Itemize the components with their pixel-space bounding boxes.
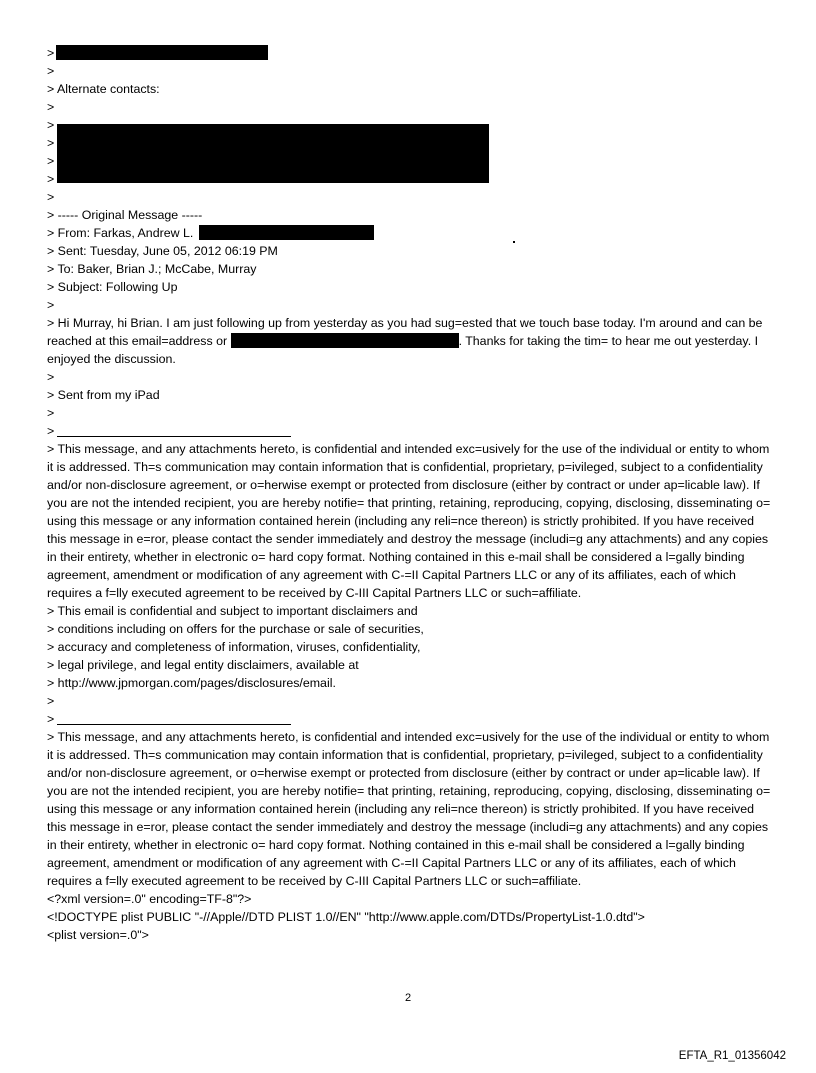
redaction-bar (231, 333, 459, 348)
xml-line: <plist version=.0"> (47, 928, 149, 942)
from-line: > From: Farkas, Andrew L. (47, 224, 775, 242)
quoted-line: > (47, 136, 55, 150)
quoted-line: > (47, 100, 55, 114)
to-line: > To: Baker, Brian J.; McCabe, Murray (47, 262, 257, 276)
separator-line: > (47, 710, 775, 728)
document-id: EFTA_R1_01356042 (678, 1050, 786, 1062)
sent-line: > Sent: Tuesday, June 05, 2012 06:19 PM (47, 244, 278, 258)
quoted-line: > (47, 172, 55, 186)
jpm-disclaimer-line: > legal privilege, and legal entity disclaimers, available at (47, 658, 359, 672)
quoted-line: > (47, 406, 55, 420)
message-text: > Hi Murray, hi Brian. I am just following up from yesterday as you had sug=ested that we touch base today. I'm around and can be reached at this email=address or . Thanks for taking the tim= to hear me out yesterday. I enjoyed the discussion. (47, 316, 763, 366)
jpm-disclaimer-link: > http://www.jpmorgan.com/pages/disclosures/email. (47, 676, 336, 690)
subject-line: > Subject: Following Up (47, 280, 178, 294)
xml-line: <?xml version=.0" encoding=TF-8"?> (47, 892, 252, 906)
quoted-line: > (47, 44, 775, 62)
alternate-contacts-heading: > Alternate contacts: (47, 82, 160, 96)
quoted-line: > (47, 694, 55, 708)
horizontal-rule (57, 724, 291, 725)
disclaimer-paragraph: > This message, and any attachments hereto, is confidential and intended exc=usively for the use of the individual or entity to whom it is addressed. Th=s communication may contain information that is confidential, proprietary, p=ivileged, subject to a confidentiality and/or non-disclosure agreement, or o=herwise exempt or protected from disclosure (either by contract or under ap=licable law). If you are not the intended recipient, you are hereby notifie= that printing, retaining, reproducing, copying, disclosing, disseminating o= using this message or any information contained herein (including any reli=nce thereon) is strictly prohibited. If you have received this message in e=ror, please contact the sender immediately and destroy the message (includi=g any attachments) and any copies in their entirety, whether in electronic o= hard copy format. Nothing contained in this e-mail shall be considered a l=gally binding agreement, amendment or modification of any agreement with C-=II Capital Partners LLC or any of its affiliates, each of which requires a f=lly executed agreement to be received by C-III Capital Partners LLC or such=affiliate. (47, 442, 771, 600)
separator-line: > (47, 422, 775, 440)
page-number: 2 (404, 992, 412, 1004)
email-body (47, 44, 775, 944)
quoted-line: > (47, 64, 55, 78)
xml-line: <!DOCTYPE plist PUBLIC "-//Apple//DTD PLIST 1.0//EN" "http://www.apple.com/DTDs/PropertyList-1.0.dtd"> (47, 910, 645, 924)
original-message-separator: > ----- Original Message ----- (47, 208, 203, 222)
jpm-disclaimer-line: > accuracy and completeness of information, viruses, confidentiality, (47, 640, 421, 654)
quoted-line: > (47, 298, 55, 312)
quoted-line: > (47, 154, 55, 168)
signature-line: > Sent from my iPad (47, 388, 160, 402)
redaction-bar (199, 225, 374, 240)
quoted-line: > (47, 118, 55, 132)
redaction-bar (56, 45, 268, 60)
disclaimer-paragraph: > This message, and any attachments hereto, is confidential and intended exc=usively for the use of the individual or entity to whom it is addressed. Th=s communication may contain information that is confidential, proprietary, p=ivileged, subject to a confidentiality and/or non-disclosure agreement, or o=herwise exempt or protected from disclosure (either by contract or under ap=licable law). If you are not the intended recipient, you are hereby notifie= that printing, retaining, reproducing, copying, disclosing, disseminating o= using this message or any information contained herein (including any reli=nce thereon) is strictly prohibited. If you have received this message in e=ror, please contact the sender immediately and destroy the message (includi=g any attachments) and any copies in their entirety, whether in electronic o= hard copy format. Nothing contained in this e-mail shall be considered a l=gally binding agreement, amendment or modification of any agreement with C-=II Capital Partners LLC or any of its affiliates, each of which requires a f=lly executed agreement to be received by C-III Capital Partners LLC or such=affiliate. (47, 730, 771, 888)
quoted-line: > (47, 370, 55, 384)
quoted-line: > (47, 190, 55, 204)
jpm-disclaimer-line: > This email is confidential and subject to important disclaimers and (47, 604, 418, 618)
jpm-disclaimer-line: > conditions including on offers for the purchase or sale of securities, (47, 622, 424, 636)
horizontal-rule (57, 436, 291, 437)
